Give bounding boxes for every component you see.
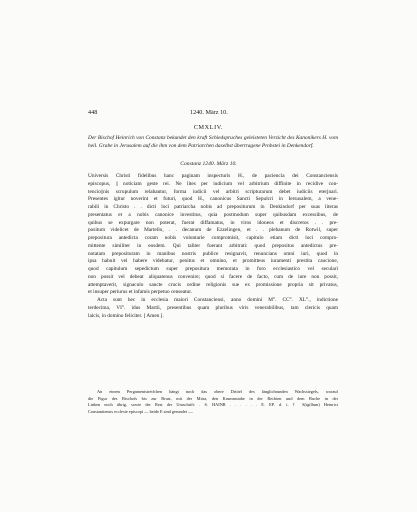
page-header (88, 109, 330, 119)
text-line: notatam preposituram in manibus nostris publice resignavit, renuncians omni iuri, quod in (88, 250, 338, 257)
text-line: episcopus, || noticiam geste rei. Ne lites per iudicium vel arbitrium diffinite in recidive con- (88, 180, 338, 187)
text-line: tencio||nis scrupulum relabantur, forma iudicii vel arbitri scripturarum debet iudiciis eterjnari. (88, 188, 338, 195)
text-line: laicis, in domino feliciter. [ Amen ]. (88, 312, 164, 319)
page-number: 448 (88, 109, 98, 116)
text-line: non possit vel debeat aliquatenus convenire; quod si facere de facto, cum de iure non possit, (88, 273, 338, 280)
text-line: mittente similiter in eosdem. Qui taliter fuerant arbitrati: quod prepositus antedictus pre- (88, 242, 338, 249)
text-line: Presentes igitur noverint et futuri, quod H., canonicus Sancti Sepulcri in Iersusalem, a vene- (88, 196, 338, 203)
footnote-line: Linken noch übrig, sowie der Rest der Umschrift: . S. HAINR . . . . . . E. EP. d. i. † S(igillum) Heinrici (88, 402, 338, 408)
charter-text (88, 173, 338, 320)
text-line: quibus se expurgare non poterat, fuerat diffamatus, in viros idoneos et discretos . . pre- (88, 219, 338, 226)
document-number: CMXLIV. (193, 124, 224, 131)
text-line: prepositura antedicta coram nobis voluntarie compromisit, capitulo etiam dicti loci compro- (88, 235, 338, 241)
place-date-heading: Constanz 1240. März 10. (180, 161, 237, 167)
seal-footnote (88, 389, 338, 415)
text-line: Acta sunt hec in ecclesia maiori Constanciensi, anno domini M°. CC°. XL°., indictione (97, 297, 338, 303)
document-summary: Der Bischof Heinrich von Constanz bekundet den kraft Schiedspruches geleisteten Verzicht des Kanonikers H. vom heil. Grabe in Jerusalem auf die ihm von dem Patriarchen daselbst übertragene Probstei in Denkendorf. (88, 135, 338, 150)
text-line: et insuper periurus et infamis perpetuo censeatur. (88, 289, 192, 296)
footnote-line: Constantiensis ecclesie episcopi — beide E sind gerundet —. (88, 408, 194, 414)
running-date: 1240. März 10. (190, 109, 228, 116)
footnote-line: die Figur des Bischofs bis zur Brust, mit der Mitra, den Krummstabe in der Rechten und dem Buche in der (88, 395, 338, 401)
text-line: positum videlicet de Martello, . . decanum de Ezzelingen, et . . plebanum de Rotwil, super (88, 227, 338, 234)
text-line: presentatus et a nobis canonice investitus, quia postmodum super quibusdam excessibus, de (88, 211, 338, 218)
text-line: rabili in Christo . . dicti loci patriarcha nobis ad prepositurum in Denkindorf per suas literas (88, 204, 338, 210)
text-line: quod capitulum sepedictum super prepositura memorata in foro ecclesiastico vel seculari (88, 266, 338, 272)
text-line: Universis Christi fidelibus hanc paginam inspecturis H., de paciencia dei Constanciensis (88, 173, 338, 179)
footnote-line: An einem Pergamentstreifchen hängt noch das obere Drittel des länglichrunden Wachssiegels, worauf (97, 389, 338, 394)
text-line: ipsa habuit vel habere videbatur, penitus et omnino, et promitteus iuramenti prestita caucione, (88, 258, 338, 265)
text-line: terdecima, VI°. idus Martii, presentibus quam pluribus viris venerabilibus, tam clericis quam (88, 304, 338, 311)
text-line: attemptaverit, signaculo sancte crucis ordine religionis sue ex promissione propria sit privatus, (88, 281, 338, 288)
